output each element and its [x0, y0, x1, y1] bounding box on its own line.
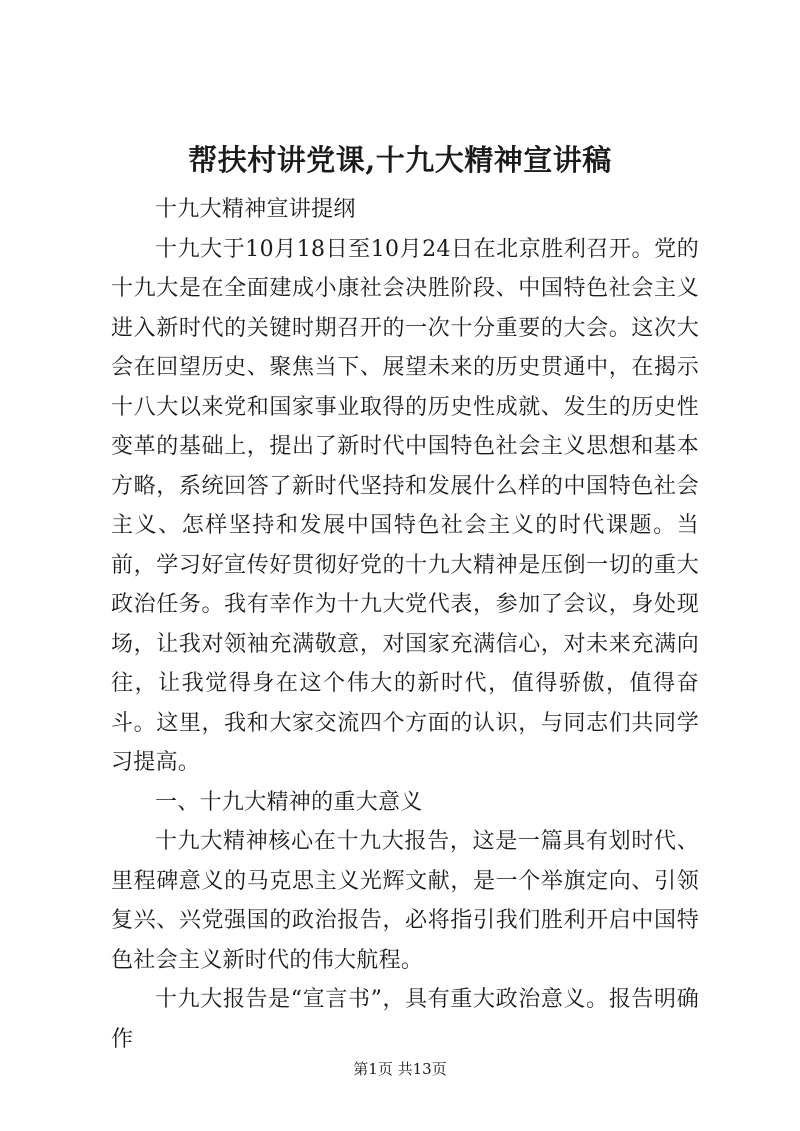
paragraph-outline-heading: 十九大精神宣讲提纲 [155, 197, 356, 222]
page-number-footer: 第1页 共13页 [353, 1060, 447, 1078]
paragraph-report-core: 十九大精神核心在十九大报告，这是一篇具有划时代、里程碑意义的马克思主义光辉文献，是一个举旗定向、引领复兴、兴党强国的政治报告，必将指引我们胜利开启中国特色社会主义新时代的伟大航程。 [111, 829, 699, 973]
document-body [111, 190, 699, 1059]
paragraph-section-heading: 一、十九大精神的重大意义 [155, 789, 423, 815]
document-title: 帮扶村讲党课,十九大精神宣讲稿 [188, 143, 612, 177]
paragraph-declaration: 十九大报告是“宣言书”，具有重大政治意义。报告明确作 [111, 987, 699, 1052]
paragraph-intro: 十九大于10月18日至10月24日在北京胜利召开。党的十九大是在全面建成小康社会决胜阶段、中国特色社会主义进入新时代的关键时期召开的一次十分重要的大会。这次大会在回望历史、聚焦当下、展望未来的历史贯通中，在揭示十八大以来党和国家事业取得的历史性成就、发生的历史性变革的基础上，提出了新时代中国特色社会主义思想和基本方略，系统回答了新时代坚持和发展什么样的中国特色社会主义、怎样坚持和发展中国特色社会主义的时代课题。当前，学习好宣传好贯彻好党的十九大精神是压倒一切的重大政治任务。我有幸作为十九大党代表，参加了会议，身处现场，让我对领袖充满敬意，对国家充满信心，对未来充满向往，让我觉得身在这个伟大的新时代，值得骄傲，值得奋斗。这里，我和大家交流四个方面的认识，与同志们共同学习提高。 [111, 236, 699, 775]
